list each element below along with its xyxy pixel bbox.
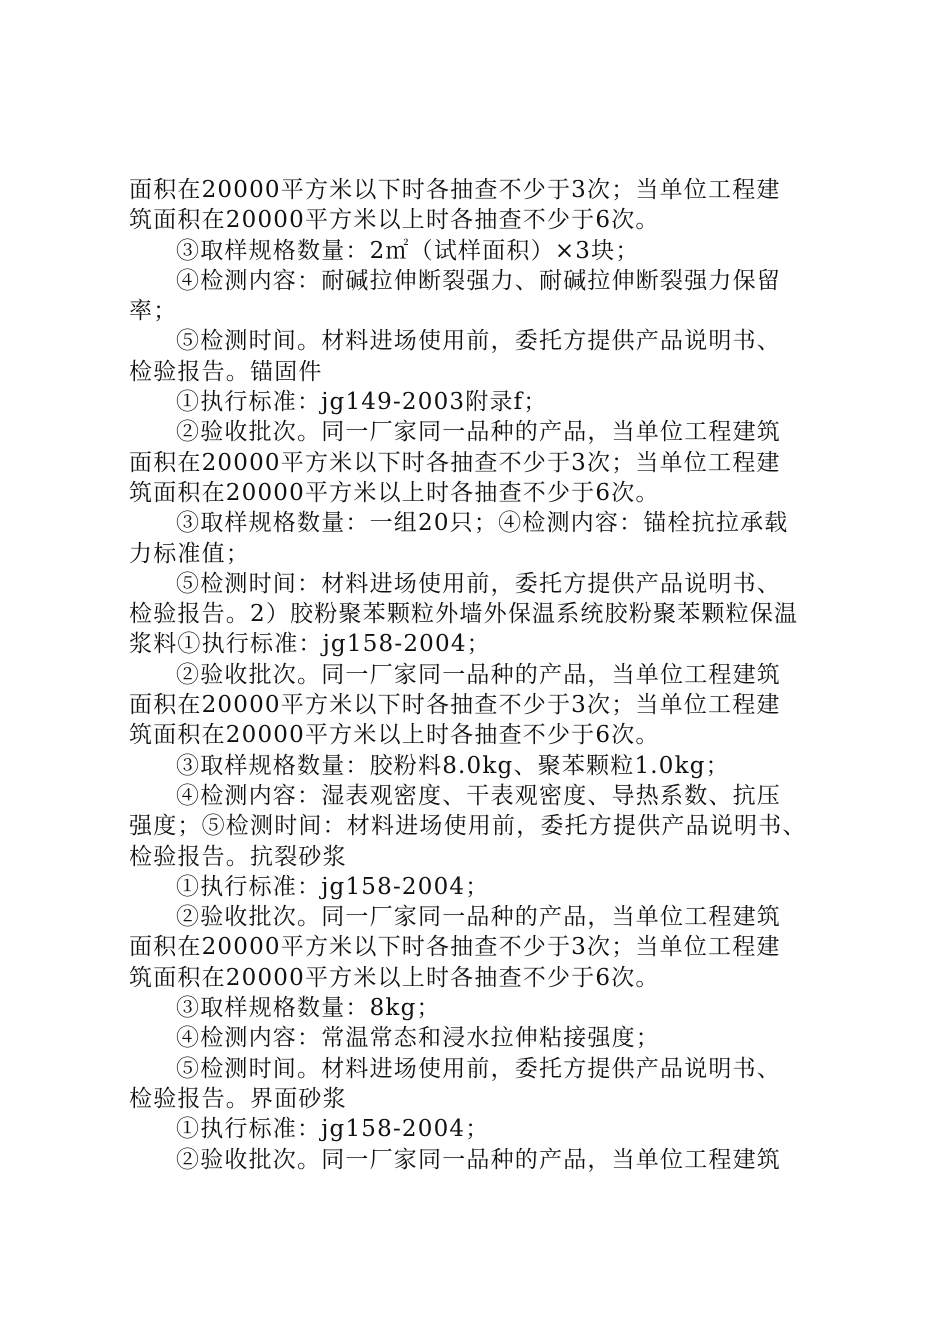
text-line: ①执行标准：jg158-2004； (176, 873, 490, 900)
text-line: ⑤检测时间。材料进场使用前，委托方提供产品说明书、 (176, 1055, 781, 1082)
text-line: ②验收批次。同一厂家同一品种的产品，当单位工程建筑 (176, 904, 781, 931)
text-line: 筑面积在20000平方米以上时各抽查不少于6次。 (129, 964, 660, 991)
text-line: ②验收批次。同一厂家同一品种的产品，当单位工程建筑 (176, 419, 781, 446)
text-line: 面积在20000平方米以下时各抽查不少于3次；当单位工程建 (129, 692, 781, 719)
document-body (129, 175, 844, 1175)
text-line: 面积在20000平方米以下时各抽查不少于3次；当单位工程建 (129, 934, 781, 961)
text-line: ③取样规格数量：一组20只；④检测内容：锚栓抗拉承载 (176, 510, 789, 537)
text-line: ①执行标准：jg149-2003附录f； (176, 389, 548, 416)
text-line: 检验报告。抗裂砂浆 (129, 843, 347, 870)
text-line: 检验报告。界面砂浆 (129, 1085, 347, 1112)
text-line: ⑤检测时间。材料进场使用前，委托方提供产品说明书、 (176, 328, 781, 355)
text-line: ①执行标准：jg158-2004； (176, 1116, 490, 1143)
text-line: ③取样规格数量：胶粉料8.0kg、聚苯颗粒1.0kg； (176, 752, 730, 779)
text-line: 率； (129, 298, 178, 325)
text-line: 强度；⑤检测时间：材料进场使用前，委托方提供产品说明书、 (129, 813, 807, 840)
text-line: ④检测内容：常温常态和浸水拉伸粘接强度； (176, 1025, 660, 1052)
text-line: ⑤检测时间：材料进场使用前，委托方提供产品说明书、 (176, 570, 781, 597)
text-line: 面积在20000平方米以下时各抽查不少于3次；当单位工程建 (129, 449, 781, 476)
text-line: ③取样规格数量：8kg； (176, 995, 441, 1022)
text-line: ④检测内容：湿表观密度、干表观密度、导热系数、抗压 (176, 782, 781, 809)
text-line: 面积在20000平方米以下时各抽查不少于3次；当单位工程建 (129, 177, 781, 203)
text-line: 筑面积在20000平方米以上时各抽查不少于6次。 (129, 207, 660, 234)
text-line: 检验报告。锚固件 (129, 358, 323, 385)
text-line: ②验收批次。同一厂家同一品种的产品，当单位工程建筑 (176, 661, 781, 688)
text-line: ③取样规格数量：2㎡（试样面积）×3块； (176, 237, 640, 264)
text-line: 检验报告。2）胶粉聚苯颗粒外墙外保温系统胶粉聚苯颗粒保温 (129, 601, 799, 628)
text-line: 浆料①执行标准：jg158-2004； (129, 631, 491, 658)
text-line: ④检测内容：耐碱拉伸断裂强力、耐碱拉伸断裂强力保留 (176, 267, 781, 294)
text-line: 筑面积在20000平方米以上时各抽查不少于6次。 (129, 722, 660, 749)
text-line: 力标准值； (129, 540, 250, 567)
text-line: ②验收批次。同一厂家同一品种的产品，当单位工程建筑 (176, 1146, 781, 1173)
text-line: 筑面积在20000平方米以上时各抽查不少于6次。 (129, 479, 660, 506)
